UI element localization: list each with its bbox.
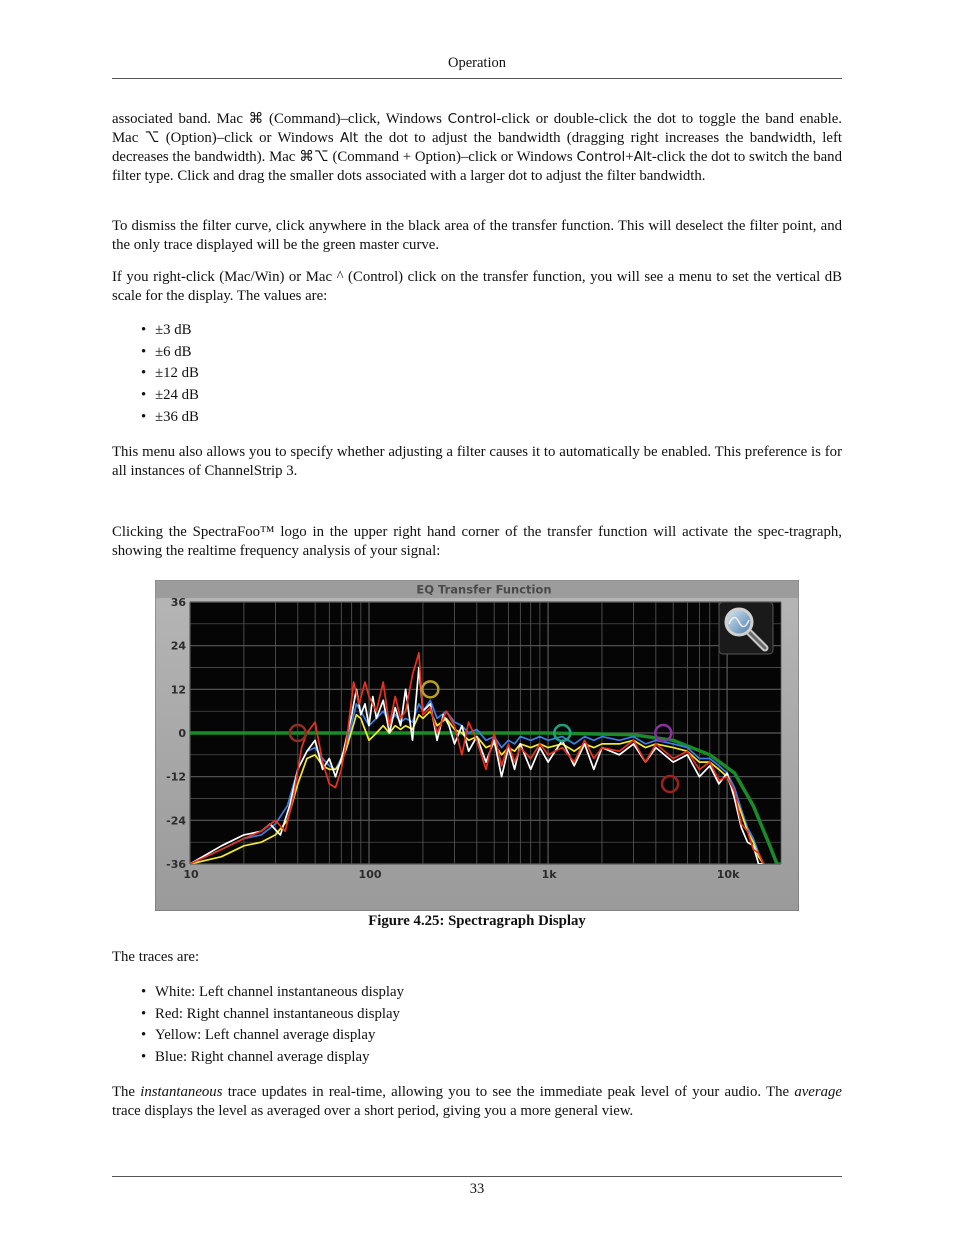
paragraph-traces-intro: The traces are: <box>112 949 200 965</box>
list-item: • ±6 dB <box>141 342 199 364</box>
paragraph-right-click-menu: If you right-click (Mac/Win) or Mac ^ (Control) click on the transfer function, you will see a menu to set the vertical dB scale for the display. The values are: <box>112 269 842 304</box>
y-tick-label: 12 <box>170 683 186 697</box>
y-tick-label: -12 <box>166 770 186 784</box>
y-tick-label: 24 <box>170 639 186 653</box>
key-alt: Alt <box>633 149 652 165</box>
x-tick-label: 100 <box>358 868 382 881</box>
y-tick-label: 36 <box>170 596 186 609</box>
key-alt: Alt <box>339 130 359 146</box>
spectragraph-figure <box>155 580 799 911</box>
list-item: • ±24 dB <box>141 385 199 407</box>
x-tick-label: 1k <box>541 868 557 881</box>
header-rule <box>112 78 842 79</box>
figure-caption: Figure 4.25: Spectragraph Display <box>368 913 586 929</box>
list-item: • White: Left channel instantaneous display <box>141 982 404 1004</box>
x-tick-label: 10 <box>183 868 199 881</box>
y-tick-label: -36 <box>166 858 186 871</box>
y-tick-label: 0 <box>178 727 186 740</box>
list-item: • ±12 dB <box>141 363 199 385</box>
traces-list <box>141 982 404 1069</box>
y-tick-label: -24 <box>166 814 186 828</box>
spectrafoo-logo-icon[interactable] <box>719 602 773 654</box>
list-item: • Blue: Right channel average display <box>141 1047 404 1069</box>
list-item: • Red: Right channel instantaneous display <box>141 1004 404 1026</box>
panel-title: EQ Transfer Function <box>416 582 552 597</box>
page-number: 33 <box>469 1181 485 1197</box>
eq-transfer-function-chart <box>155 580 799 911</box>
key-control: Control <box>447 111 497 127</box>
list-item: • ±3 dB <box>141 320 199 342</box>
key-control: Control <box>576 149 626 165</box>
running-header: Operation <box>448 55 506 71</box>
x-tick-label: 10k <box>716 868 740 881</box>
paragraph-trace-explanation: The instantaneous trace updates in real-time, allowing you to see the immediate peak level of your audio. The average trace displays the level as averaged over a short period, giving you a more general view. <box>112 1084 842 1119</box>
list-item: • Yellow: Left channel average display <box>141 1025 404 1047</box>
paragraph-dismiss-filter: To dismiss the filter curve, click anywhere in the black area of the transfer function. This will deselect the filter point, and the only trace displayed will be the green master curve. <box>112 218 842 253</box>
footer-rule <box>112 1176 842 1177</box>
paragraph-menu-preference: This menu also allows you to specify whether adjusting a filter causes it to automatically be enabled. This preference is for all instances of ChannelStrip 3. <box>112 444 842 479</box>
list-item: • ±36 dB <box>141 407 199 429</box>
paragraph-band-controls: associated band. Mac ⌘ (Command)–click, Windows Control-click or double-click the dot to toggle the band enable. Mac ⌥ (Option)–click or Windows Alt the dot to adjust the bandwidth (dragging right increases the bandwidth, left decreases the bandwidth). Mac ⌘⌥ (Command + Option)–click or Windows Control+Alt-click the dot to switch the band filter type. Click and drag the smaller dots associated with a larger dot to adjust the filter bandwidth. <box>112 111 842 184</box>
paragraph-spectrafoo-logo: Clicking the SpectraFoo™ logo in the upper right hand corner of the transfer function will activate the spec-tragraph, showing the realtime frequency analysis of your signal: <box>112 524 842 559</box>
db-scale-list <box>141 320 199 428</box>
